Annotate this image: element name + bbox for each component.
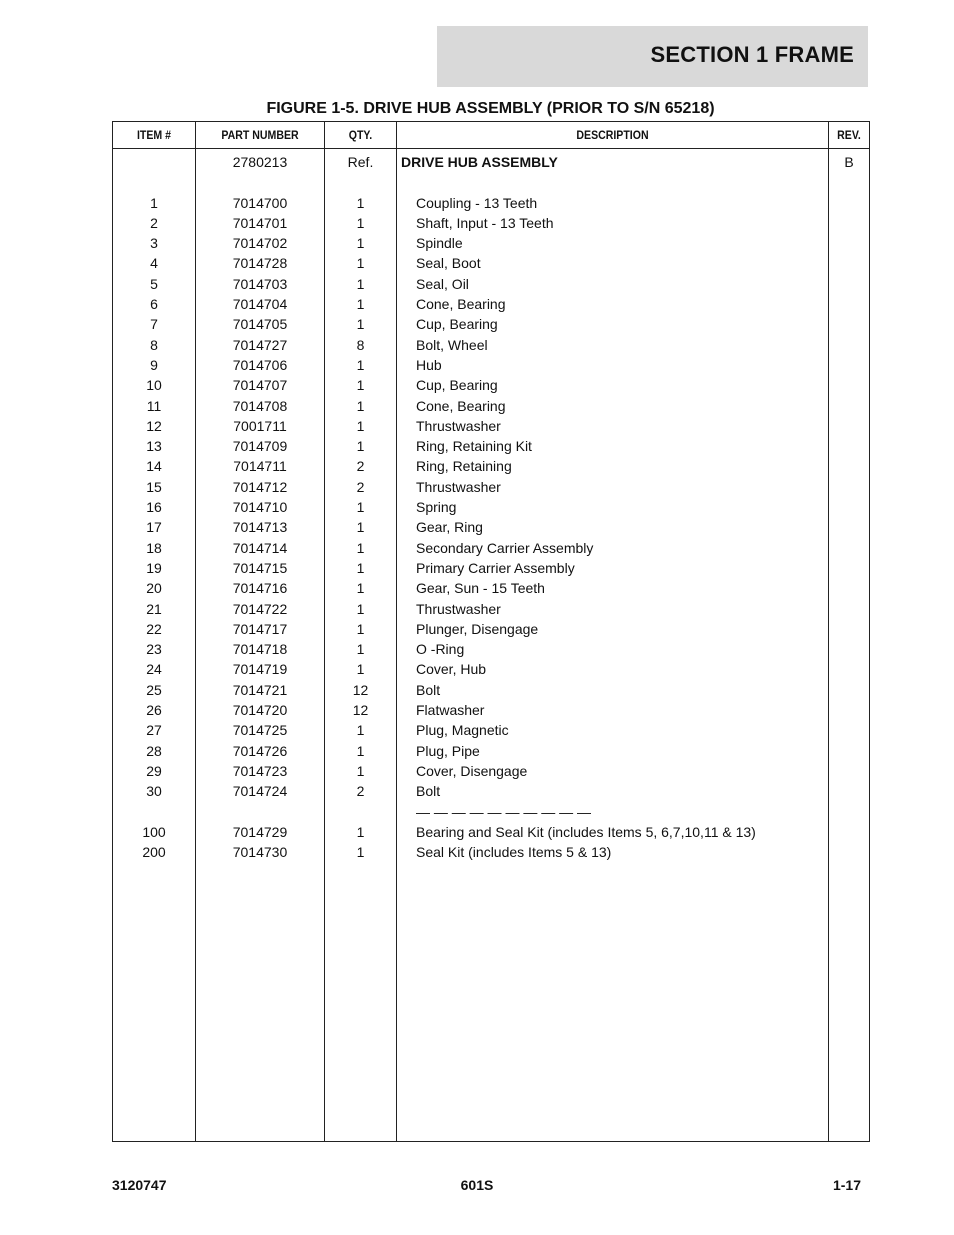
description-cell: Cup, Bearing xyxy=(416,377,498,394)
column-header-qty: QTY. xyxy=(348,128,373,142)
revision-cell xyxy=(829,802,869,822)
part-number-cell: 7014703 xyxy=(232,275,288,292)
part-number-cell: 2780213 xyxy=(232,154,288,170)
item-number-cell: 12 xyxy=(146,417,162,434)
part-number-cell: 7014711 xyxy=(233,458,287,475)
table-row xyxy=(113,416,869,436)
section-title: SECTION 1 FRAME xyxy=(650,42,854,67)
part-number-cell: 7014723 xyxy=(232,762,288,779)
revision-cell xyxy=(829,578,869,598)
item-number-cell: 100 xyxy=(142,823,166,840)
description-cell: Hub xyxy=(416,356,442,373)
revision-cell xyxy=(829,538,869,558)
description-cell: Plug, Pipe xyxy=(416,742,480,759)
description-cell: Thrustwasher xyxy=(416,417,501,434)
table-row xyxy=(113,253,869,273)
item-number-cell: 13 xyxy=(146,438,162,455)
table-row xyxy=(113,558,869,578)
table-row xyxy=(113,720,869,740)
item-number-cell: 10 xyxy=(146,377,162,394)
table-row xyxy=(113,213,869,233)
table-row xyxy=(113,335,869,355)
part-number-cell xyxy=(196,172,324,192)
quantity-cell: 8 xyxy=(356,336,365,353)
description-cell: Plunger, Disengage xyxy=(416,620,539,637)
table-row xyxy=(113,538,869,558)
revision-cell xyxy=(829,781,869,801)
part-number-cell: 7014728 xyxy=(232,255,288,272)
item-number-cell: 8 xyxy=(150,336,158,353)
item-number-cell: 29 xyxy=(146,762,162,779)
column-header-part-number: PART NUMBER xyxy=(221,128,299,142)
part-number-cell: 7014725 xyxy=(232,722,288,739)
part-number-cell: 7014724 xyxy=(232,783,288,800)
quantity-cell: 1 xyxy=(356,397,365,414)
description-cell xyxy=(416,172,826,192)
part-number-cell: 7014704 xyxy=(232,296,288,313)
part-number-cell: 7014707 xyxy=(232,377,288,394)
table-row xyxy=(113,802,869,822)
revision-cell xyxy=(829,477,869,497)
column-header-rev: REV. xyxy=(837,128,861,142)
table-row xyxy=(113,355,869,375)
description-cell: Cone, Bearing xyxy=(416,296,506,313)
item-number-cell: 22 xyxy=(146,620,162,637)
part-number-cell: 7014708 xyxy=(232,397,288,414)
item-number-cell: 200 xyxy=(142,844,166,861)
part-number-cell: 7014720 xyxy=(232,702,288,719)
part-number-cell: 7014712 xyxy=(232,478,288,495)
revision-cell xyxy=(829,233,869,253)
description-cell: DRIVE HUB ASSEMBLY xyxy=(401,154,558,170)
quantity-cell: 1 xyxy=(356,356,365,373)
item-number-cell xyxy=(113,172,195,192)
table-row xyxy=(113,517,869,537)
part-number-cell: 7014717 xyxy=(232,620,288,637)
part-number-cell: 7014713 xyxy=(232,519,288,536)
quantity-cell: 1 xyxy=(356,600,365,617)
part-number-cell: 7014700 xyxy=(232,194,288,211)
item-number-cell: 17 xyxy=(146,519,162,536)
table-row xyxy=(113,599,869,619)
item-number-cell: 25 xyxy=(146,681,162,698)
table-row xyxy=(113,578,869,598)
description-cell: Spring xyxy=(416,499,457,516)
item-number-cell: 27 xyxy=(146,722,162,739)
quantity-cell: 1 xyxy=(356,499,365,516)
quantity-cell: 1 xyxy=(356,316,365,333)
revision-cell xyxy=(829,842,869,862)
revision-cell xyxy=(829,172,869,192)
item-number-cell: 24 xyxy=(146,661,162,678)
part-number-cell: 7001711 xyxy=(233,417,287,434)
description-cell: Shaft, Input - 13 Teeth xyxy=(416,214,554,231)
quantity-cell: 12 xyxy=(352,681,369,698)
revision-cell xyxy=(829,456,869,476)
description-cell: — — — — — — — — — — xyxy=(416,803,592,820)
revision-cell xyxy=(829,497,869,517)
revision-cell xyxy=(829,355,869,375)
quantity-cell: 1 xyxy=(356,519,365,536)
item-number-cell: 21 xyxy=(146,600,162,617)
quantity-cell: Ref. xyxy=(347,154,374,170)
table-row xyxy=(113,152,869,172)
table-row xyxy=(113,396,869,416)
quantity-cell: 1 xyxy=(356,620,365,637)
table-row xyxy=(113,436,869,456)
quantity-cell xyxy=(325,172,396,192)
description-cell: Seal, Oil xyxy=(416,275,469,292)
part-number-cell: 7014729 xyxy=(232,823,288,840)
table-row xyxy=(113,842,869,862)
item-number-cell: 20 xyxy=(146,580,162,597)
item-number-cell: 7 xyxy=(150,316,158,333)
part-number-cell: 7014716 xyxy=(232,580,288,597)
item-number-cell: 4 xyxy=(150,255,158,272)
part-number-cell: 7014719 xyxy=(232,661,288,678)
table-row xyxy=(113,375,869,395)
description-cell: Bearing and Seal Kit (includes Items 5, 6,7,10,11 & 13) xyxy=(416,823,756,840)
revision-cell xyxy=(829,416,869,436)
quantity-cell: 1 xyxy=(356,722,365,739)
revision-cell xyxy=(829,436,869,456)
quantity-cell: 1 xyxy=(356,235,365,252)
figure-title: FIGURE 1-5. DRIVE HUB ASSEMBLY (PRIOR TO S/N 65218) xyxy=(266,100,715,117)
item-number-cell: 16 xyxy=(146,499,162,516)
quantity-cell: 1 xyxy=(356,194,365,211)
description-cell: Coupling - 13 Teeth xyxy=(416,194,538,211)
description-cell: Bolt xyxy=(416,783,441,800)
item-number-cell: 3 xyxy=(150,235,158,252)
description-cell: Primary Carrier Assembly xyxy=(416,559,575,576)
revision-cell: B xyxy=(844,154,854,170)
description-cell: Spindle xyxy=(416,235,463,252)
item-number-cell: 19 xyxy=(146,559,162,576)
table-row xyxy=(113,741,869,761)
part-number-cell: 7014718 xyxy=(232,641,288,658)
section-header xyxy=(437,26,868,87)
description-cell: Ring, Retaining Kit xyxy=(416,438,532,455)
description-cell: Thrustwasher xyxy=(416,478,501,495)
quantity-cell: 1 xyxy=(356,255,365,272)
item-number-cell xyxy=(113,152,195,172)
item-number-cell: 9 xyxy=(150,356,158,373)
revision-cell xyxy=(829,396,869,416)
part-number-cell: 7014705 xyxy=(232,316,288,333)
quantity-cell: 1 xyxy=(356,844,365,861)
part-number-cell: 7014701 xyxy=(232,214,288,231)
quantity-cell: 1 xyxy=(356,559,365,576)
revision-cell xyxy=(829,639,869,659)
quantity-cell: 1 xyxy=(356,438,365,455)
item-number-cell: 6 xyxy=(150,296,158,313)
item-number-cell: 14 xyxy=(146,458,162,475)
table-row xyxy=(113,294,869,314)
table-row xyxy=(113,639,869,659)
part-number-cell: 7014706 xyxy=(232,356,288,373)
item-number-cell: 23 xyxy=(146,641,162,658)
description-cell: Gear, Sun - 15 Teeth xyxy=(416,580,545,597)
item-number-cell: 28 xyxy=(146,742,162,759)
part-number-cell: 7014702 xyxy=(232,235,288,252)
quantity-cell: 2 xyxy=(356,783,365,800)
description-cell: Ring, Retaining xyxy=(416,458,512,475)
description-cell: Bolt xyxy=(416,681,441,698)
revision-cell xyxy=(829,619,869,639)
item-number-cell xyxy=(113,802,195,822)
description-cell: Cover, Hub xyxy=(416,661,487,678)
part-number-cell: 7014726 xyxy=(232,742,288,759)
part-number-cell xyxy=(196,802,324,822)
table-row xyxy=(113,822,869,842)
table-row xyxy=(113,172,869,192)
table-row xyxy=(113,680,869,700)
table-row xyxy=(113,659,869,679)
quantity-cell: 1 xyxy=(356,661,365,678)
table-body xyxy=(113,148,869,862)
quantity-cell: 1 xyxy=(356,762,365,779)
part-number-cell: 7014710 xyxy=(232,499,288,516)
column-header-item: ITEM # xyxy=(136,128,172,142)
quantity-cell: 2 xyxy=(356,458,365,475)
table-row xyxy=(113,274,869,294)
item-number-cell: 1 xyxy=(150,194,158,211)
description-cell: Cover, Disengage xyxy=(416,762,528,779)
quantity-cell: 1 xyxy=(356,539,365,556)
table-row xyxy=(113,456,869,476)
table-row xyxy=(113,761,869,781)
revision-cell xyxy=(829,193,869,213)
table-row xyxy=(113,233,869,253)
revision-cell xyxy=(829,558,869,578)
part-number-cell: 7014727 xyxy=(232,336,288,353)
description-cell: Secondary Carrier Assembly xyxy=(416,539,594,556)
quantity-cell: 1 xyxy=(356,580,365,597)
table-row xyxy=(113,193,869,213)
parts-table xyxy=(112,121,870,1142)
quantity-cell: 1 xyxy=(356,417,365,434)
item-number-cell: 5 xyxy=(150,275,158,292)
item-number-cell: 26 xyxy=(146,702,162,719)
table-row xyxy=(113,497,869,517)
revision-cell xyxy=(829,274,869,294)
description-cell: Bolt, Wheel xyxy=(416,336,488,353)
quantity-cell: 1 xyxy=(356,742,365,759)
revision-cell xyxy=(829,659,869,679)
part-number-cell: 7014721 xyxy=(232,681,288,698)
table-row xyxy=(113,619,869,639)
table-row xyxy=(113,314,869,334)
description-cell: Cone, Bearing xyxy=(416,397,506,414)
description-cell: O -Ring xyxy=(416,641,465,658)
revision-cell xyxy=(829,741,869,761)
revision-cell xyxy=(829,700,869,720)
quantity-cell: 1 xyxy=(356,641,365,658)
table-row xyxy=(113,781,869,801)
table-row xyxy=(113,477,869,497)
item-number-cell: 11 xyxy=(146,397,162,414)
revision-cell xyxy=(829,720,869,740)
description-cell: Plug, Magnetic xyxy=(416,722,509,739)
quantity-cell: 1 xyxy=(356,823,365,840)
item-number-cell: 18 xyxy=(146,539,162,556)
description-cell: Thrustwasher xyxy=(416,600,501,617)
part-number-cell: 7014730 xyxy=(232,844,288,861)
part-number-cell: 7014709 xyxy=(232,438,288,455)
quantity-cell xyxy=(325,802,396,822)
footer-model: 601S xyxy=(460,1177,494,1193)
revision-cell xyxy=(829,599,869,619)
quantity-cell: 1 xyxy=(356,214,365,231)
revision-cell xyxy=(829,294,869,314)
footer-document-number: 3120747 xyxy=(112,1177,167,1193)
description-cell: Gear, Ring xyxy=(416,519,483,536)
item-number-cell: 2 xyxy=(150,214,158,231)
description-cell: Seal, Boot xyxy=(416,255,481,272)
part-number-cell: 7014722 xyxy=(232,600,288,617)
revision-cell xyxy=(829,517,869,537)
description-cell: Seal Kit (includes Items 5 & 13) xyxy=(416,844,612,861)
description-cell: Flatwasher xyxy=(416,702,485,719)
description-cell: Cup, Bearing xyxy=(416,316,498,333)
revision-cell xyxy=(829,253,869,273)
quantity-cell: 2 xyxy=(356,478,365,495)
column-header-description: DESCRIPTION xyxy=(576,128,649,142)
quantity-cell: 1 xyxy=(356,296,365,313)
revision-cell xyxy=(829,213,869,233)
item-number-cell: 30 xyxy=(146,783,162,800)
footer-page-number: 1-17 xyxy=(832,1177,861,1193)
item-number-cell: 15 xyxy=(146,478,162,495)
part-number-cell: 7014715 xyxy=(232,559,288,576)
revision-cell xyxy=(829,335,869,355)
part-number-cell: 7014714 xyxy=(232,539,288,556)
revision-cell xyxy=(829,375,869,395)
revision-cell xyxy=(829,822,869,842)
table-row xyxy=(113,700,869,720)
revision-cell xyxy=(829,761,869,781)
quantity-cell: 1 xyxy=(356,275,365,292)
revision-cell xyxy=(829,680,869,700)
revision-cell xyxy=(829,314,869,334)
quantity-cell: 12 xyxy=(352,702,369,719)
quantity-cell: 1 xyxy=(356,377,365,394)
